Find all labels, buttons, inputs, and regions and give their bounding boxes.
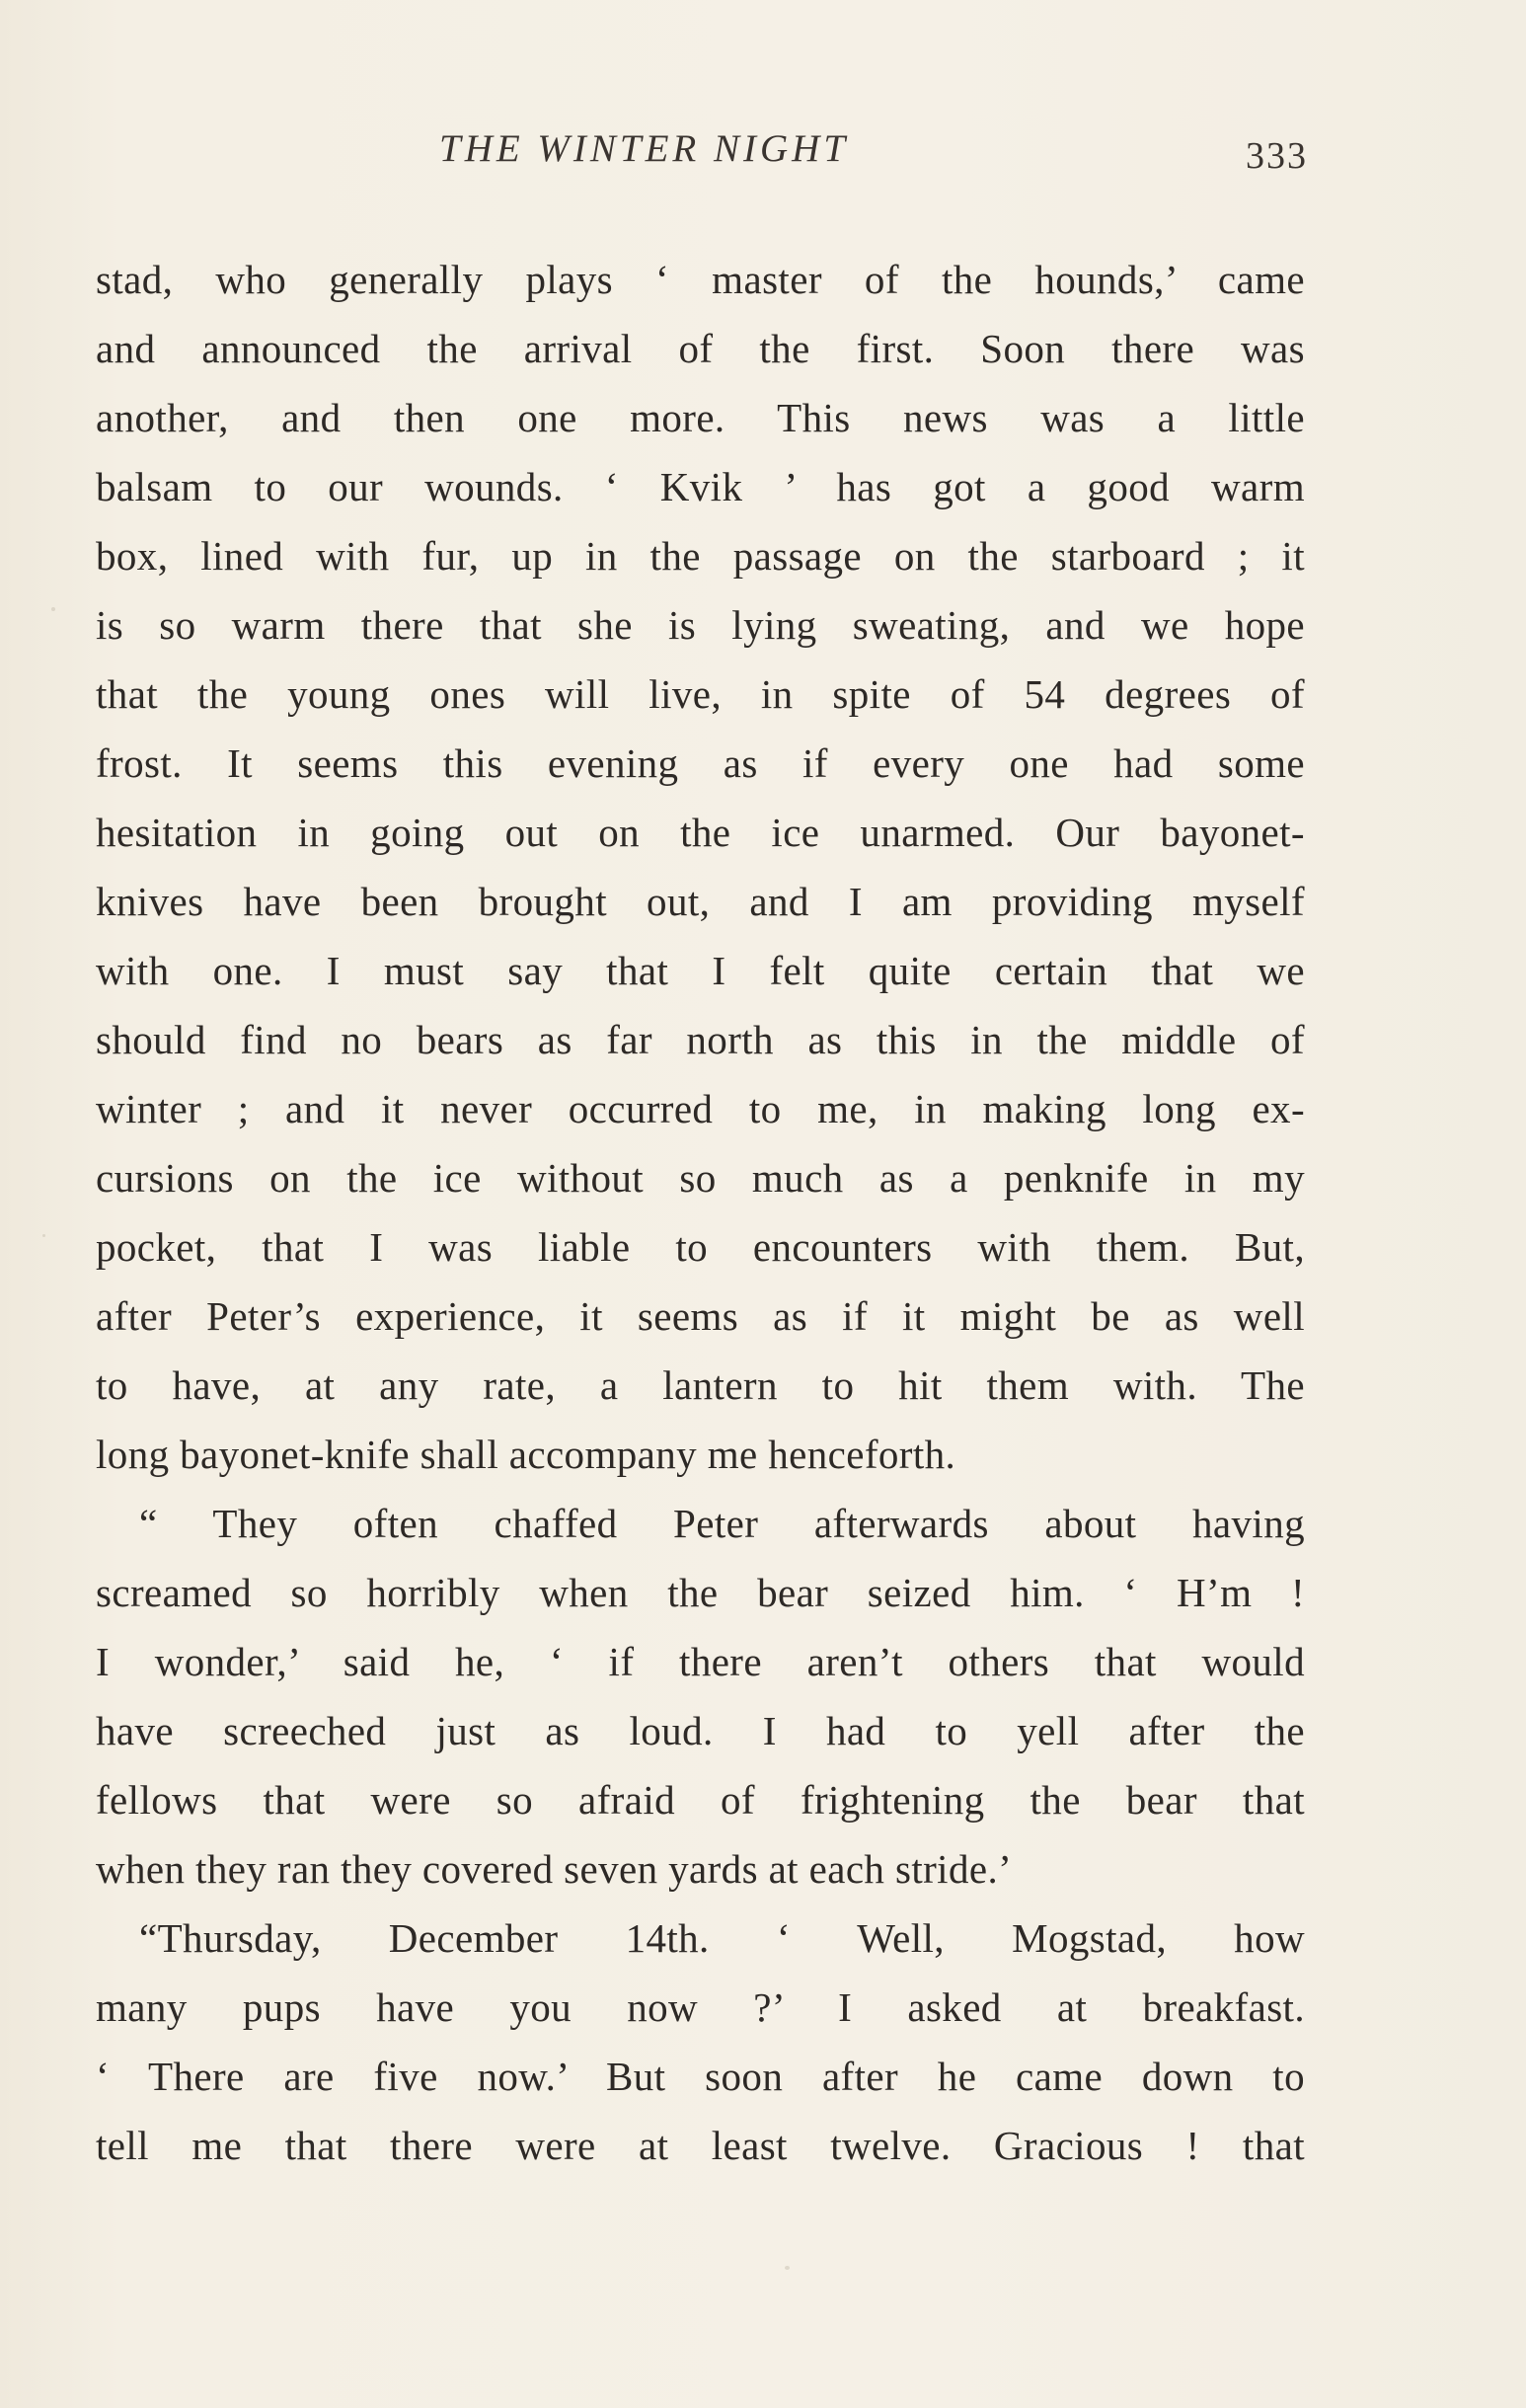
text-line: “Thursday, December 14th. ‘ Well, Mogstad, how: [139, 1915, 1305, 1961]
text-line: box, lined with fur, up in the passage on the starboard ; it: [96, 533, 1305, 579]
text-line: hesitation in going out on the ice unarmed. Our bayonet-: [96, 810, 1305, 855]
text-line: knives have been brought out, and I am providing myself: [96, 879, 1305, 924]
paper-speck: [785, 2266, 790, 2270]
text-line: frost. It seems this evening as if every one had some: [96, 740, 1305, 786]
text-line: with one. I must say that I felt quite certain that we: [96, 948, 1305, 993]
text-line: I wonder,’ said he, ‘ if there aren’t others that would: [96, 1639, 1305, 1684]
text-line: fellows that were so afraid of frightening the bear that: [96, 1777, 1305, 1823]
text-line: many pups have you now ?’ I asked at breakfast.: [96, 1984, 1305, 2030]
text-line: should find no bears as far north as this in the middle of: [96, 1017, 1305, 1062]
text-line: another, and then one more. This news was a little: [96, 395, 1305, 440]
text-line: ‘ There are five now.’ But soon after he came down to: [96, 2054, 1305, 2099]
body-text: [96, 245, 1305, 2180]
text-line: screamed so horribly when the bear seized him. ‘ H’m !: [96, 1570, 1305, 1615]
text-line: balsam to our wounds. ‘ Kvik ’ has got a good warm: [96, 464, 1305, 509]
text-line: stad, who generally plays ‘ master of the hounds,’ came: [96, 257, 1305, 302]
text-line: “ They often chaffed Peter afterwards about having: [139, 1501, 1305, 1546]
text-line: is so warm there that she is lying sweating, and we hope: [96, 602, 1305, 648]
paper-speck: [51, 607, 55, 611]
text-line: tell me that there were at least twelve. Gracious ! that: [96, 2123, 1305, 2168]
text-line: pocket, that I was liable to encounters with them. But,: [96, 1224, 1305, 1270]
running-head: [0, 118, 1526, 178]
text-line: winter ; and it never occurred to me, in making long ex-: [96, 1086, 1305, 1131]
paper-speck: [42, 1234, 45, 1237]
text-line: to have, at any rate, a lantern to hit them with. The: [96, 1362, 1305, 1408]
text-line: long bayonet-knife shall accompany me henceforth.: [96, 1432, 956, 1477]
text-line: and announced the arrival of the first. Soon there was: [96, 326, 1305, 371]
page-number: 333: [1246, 135, 1308, 177]
text-line: after Peter’s experience, it seems as if it might be as well: [96, 1293, 1305, 1339]
text-line: when they ran they covered seven yards at each stride.’: [96, 1846, 1013, 1892]
text-line: that the young ones will live, in spite of 54 degrees of: [96, 671, 1305, 717]
running-title: THE WINTER NIGHT: [439, 127, 850, 170]
text-line: cursions on the ice without so much as a penknife in my: [96, 1155, 1305, 1201]
text-line: have screeched just as loud. I had to yell after the: [96, 1708, 1305, 1753]
